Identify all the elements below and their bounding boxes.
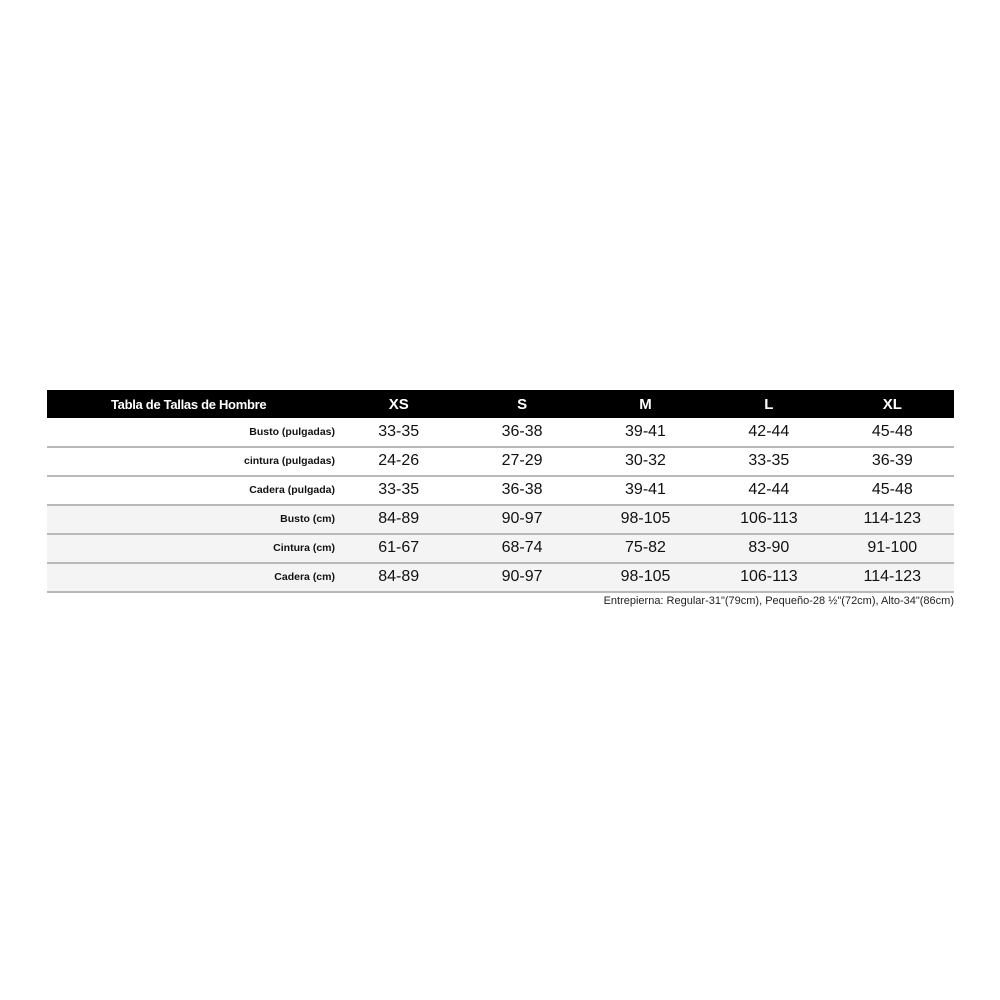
table-row [47, 447, 954, 476]
table-cell: 45-48 [831, 418, 954, 447]
table-header-row [47, 390, 954, 418]
table-cell: 39-41 [584, 476, 707, 505]
table-cell: 90-97 [460, 563, 583, 592]
table-row [47, 534, 954, 563]
table-cell: 114-123 [831, 563, 954, 592]
row-label: Cintura (cm) [47, 534, 337, 563]
size-header-xs: XS [388, 395, 409, 413]
table-cell: 91-100 [831, 534, 954, 563]
row-label: cintura (pulgadas) [47, 447, 337, 476]
table-cell: 75-82 [584, 534, 707, 563]
row-label: Cadera (cm) [47, 563, 337, 592]
table-cell: 36-38 [460, 476, 583, 505]
table-row [47, 418, 954, 447]
size-header-l: L [764, 395, 774, 413]
table-cell: 33-35 [337, 418, 460, 447]
table-cell: 45-48 [831, 476, 954, 505]
table-cell: 27-29 [460, 447, 583, 476]
table-cell: 83-90 [707, 534, 830, 563]
size-header-xl: XL [882, 395, 902, 413]
table-cell: 33-35 [337, 476, 460, 505]
table-cell: 98-105 [584, 563, 707, 592]
inseam-footnote: Entrepierna: Regular-31"(79cm), Pequeño-28 ½"(72cm), Alto-34"(86cm) [603, 595, 954, 607]
table-cell: 30-32 [584, 447, 707, 476]
table-title: Tabla de Tallas de Hombre [111, 396, 267, 412]
size-chart-table [47, 390, 954, 593]
table-cell: 42-44 [707, 418, 830, 447]
table-cell: 84-89 [337, 505, 460, 534]
row-label: Busto (cm) [47, 505, 337, 534]
table-cell: 36-39 [831, 447, 954, 476]
table-cell: 98-105 [584, 505, 707, 534]
table-cell: 42-44 [707, 476, 830, 505]
table-cell: 68-74 [460, 534, 583, 563]
size-header-m: M [639, 395, 652, 413]
table-cell: 106-113 [707, 563, 830, 592]
row-label: Busto (pulgadas) [47, 418, 337, 447]
table-row [47, 505, 954, 534]
table-cell: 39-41 [584, 418, 707, 447]
table-row [47, 563, 954, 592]
row-label: Cadera (pulgada) [47, 476, 337, 505]
size-header-s: S [517, 395, 528, 413]
table-cell: 36-38 [460, 418, 583, 447]
table-cell: 106-113 [707, 505, 830, 534]
table-cell: 61-67 [337, 534, 460, 563]
table-cell: 90-97 [460, 505, 583, 534]
table-cell: 24-26 [337, 447, 460, 476]
table-cell: 84-89 [337, 563, 460, 592]
table-cell: 33-35 [707, 447, 830, 476]
table-row [47, 476, 954, 505]
table-cell: 114-123 [831, 505, 954, 534]
